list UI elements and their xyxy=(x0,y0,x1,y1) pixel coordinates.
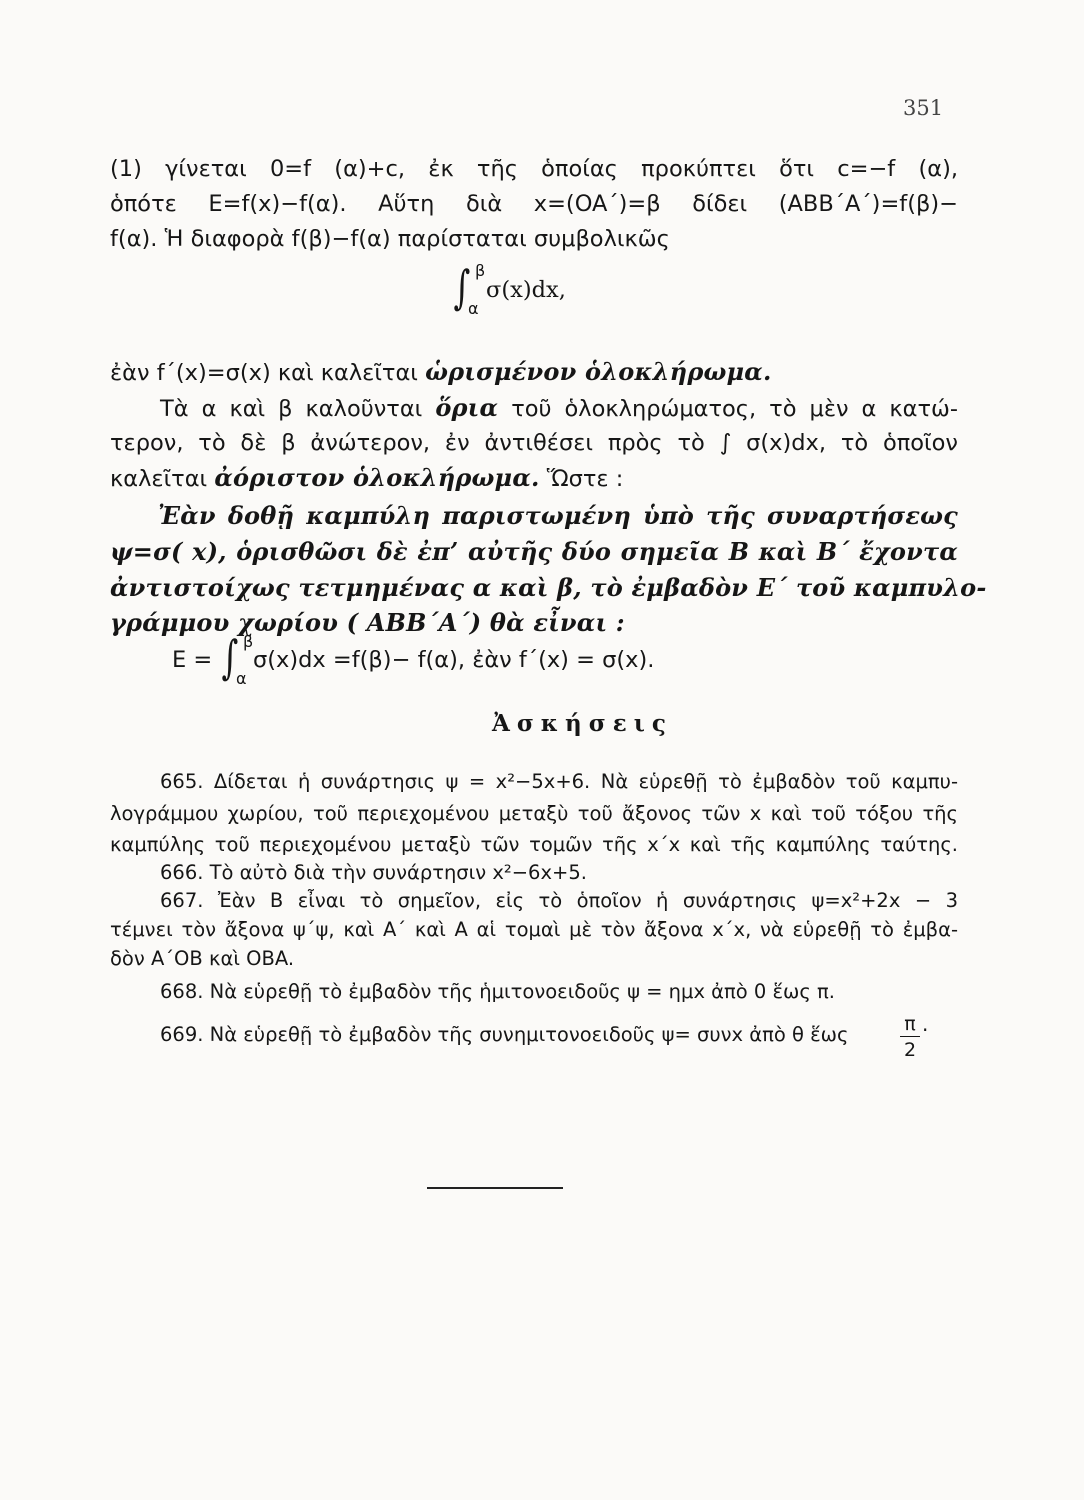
fraction-numerator: π xyxy=(904,1013,916,1035)
line-7-text-a: καλεῖται xyxy=(110,466,215,492)
term-limits: ὅρια xyxy=(435,393,499,422)
exercises-heading: Ἀσκήσεις xyxy=(492,710,673,737)
theorem-line-2: ψ=σ( x), ὁρισθῶσι δὲ ἐπ’ αὐτῆς δύο σημεῖα B καὶ B΄ ἔχοντα xyxy=(110,537,958,566)
formula-lhs: E = xyxy=(172,647,213,673)
lower-limit: α xyxy=(236,669,247,688)
theorem-line-4: γράμμου χωρίου ( ABB΄A΄) θὰ εἶναι : xyxy=(110,608,625,637)
text-line-3: f(α). Ἡ διαφορὰ f(β)−f(α) παρίσταται συμβολικῶς xyxy=(110,226,670,252)
fraction-denominator: 2 xyxy=(903,1039,917,1061)
text-line-5 xyxy=(160,392,958,425)
line-7-text-b: Ὥστε : xyxy=(539,466,624,492)
exercise-669: 669. Νὰ εὑρεθῇ τὸ ἐμβαδὸν τῆς συνημιτονοειδοῦς ψ= συνx ἀπὸ θ ἕως xyxy=(160,1023,849,1046)
exercise-667-line-3: δὸν A΄OB καὶ OBA. xyxy=(110,947,295,970)
text-line-2: ὁπότε E=f(x)−f(α). Αὕτη διὰ x=(OA΄)=β δίδει (ABB΄A΄)=f(β)− xyxy=(110,191,958,217)
exercise-668: 668. Νὰ εὑρεθῇ τὸ ἐμβαδὸν τῆς ἡμιτονοειδοῦς ψ = ημx ἀπὸ 0 ἕως π. xyxy=(160,980,835,1003)
term-definite-integral: ὡρισμένον ὁλοκλήρωμα. xyxy=(425,357,772,386)
exercise-666: 666. Τὸ αὐτὸ διὰ τὴν συνάρτησιν x²−6x+5. xyxy=(160,861,587,884)
integral-sign: ∫ xyxy=(221,630,239,684)
line-4-text: ἐὰν f΄(x)=σ(x) καὶ καλεῖται xyxy=(110,360,426,386)
integrand: σ(x)dx, xyxy=(486,277,566,303)
exercise-667-line-2: τέμνει τὸν ἄξονα ψ΄ψ, καὶ A΄ καὶ A αἱ τομαὶ μὲ τὸν ἄξονα x΄x, νὰ εὑρεθῇ τὸ ἐμβα- xyxy=(110,918,958,941)
term-indefinite-integral: ἀόριστον ὁλοκλήρωμα. xyxy=(214,463,540,492)
theorem-line-1: Ἐὰν δοθῇ καμπύλη παριστωμένη ὑπὸ τῆς συναρτήσεως xyxy=(158,501,958,530)
fraction-bar xyxy=(900,1036,920,1037)
formula-body: σ(x)dx =f(β)− f(α), ἐὰν f΄(x) = σ(x). xyxy=(253,647,655,673)
lower-limit: α xyxy=(468,299,479,318)
end-rule xyxy=(427,1187,563,1189)
line-5-text-a: Τὰ α καὶ β καλοῦνται xyxy=(160,396,436,422)
line-5-text-b: τοῦ ὁλοκληρώματος, τὸ μὲν α κατώ- xyxy=(498,396,959,422)
page-number: 351 xyxy=(903,96,944,120)
text-line-4 xyxy=(110,356,958,389)
upper-limit: β xyxy=(243,632,254,651)
upper-limit: β xyxy=(475,261,486,280)
fraction-pi-over-2 xyxy=(900,1013,920,1061)
text-line-7 xyxy=(110,462,958,495)
exercise-665-line-3: καμπύλης τοῦ περιεχομένου μεταξὺ τῶν τομῶν τῆς x΄x καὶ τῆς καμπύλης ταύτης. xyxy=(110,833,958,856)
text-line-1: (1) γίνεται 0=f (α)+c, ἐκ τῆς ὁποίας προκύπτει ὅτι c=−f (α), xyxy=(110,156,958,182)
theorem-line-3: ἀντιστοίχως τετμημένας α καὶ β, τὸ ἐμβαδὸν E΄ τοῦ καμπυλο- xyxy=(110,573,987,602)
exercise-665-line-2: λογράμμου χωρίου, τοῦ περιεχομένου μεταξὺ τοῦ ἄξονος τῶν x καὶ τοῦ τόξου τῆς xyxy=(110,802,958,825)
integral-sign: ∫ xyxy=(453,260,471,314)
final-dot: · xyxy=(922,1018,929,1042)
exercise-665-line-1: 665. Δίδεται ἡ συνάρτησις ψ = x²−5x+6. Νὰ εὑρεθῇ τὸ ἐμβαδὸν τοῦ καμπυ- xyxy=(160,770,958,793)
text-line-6: τερον, τὸ δὲ β ἀνώτερον, ἐν ἀντιθέσει πρὸς τὸ ∫ σ(x)dx, τὸ ὁποῖον xyxy=(110,430,958,456)
exercise-667-line-1: 667. Ἐὰν B εἶναι τὸ σημεῖον, εἰς τὸ ὁποῖον ἡ συνάρτησις ψ=x²+2x − 3 xyxy=(160,889,958,912)
